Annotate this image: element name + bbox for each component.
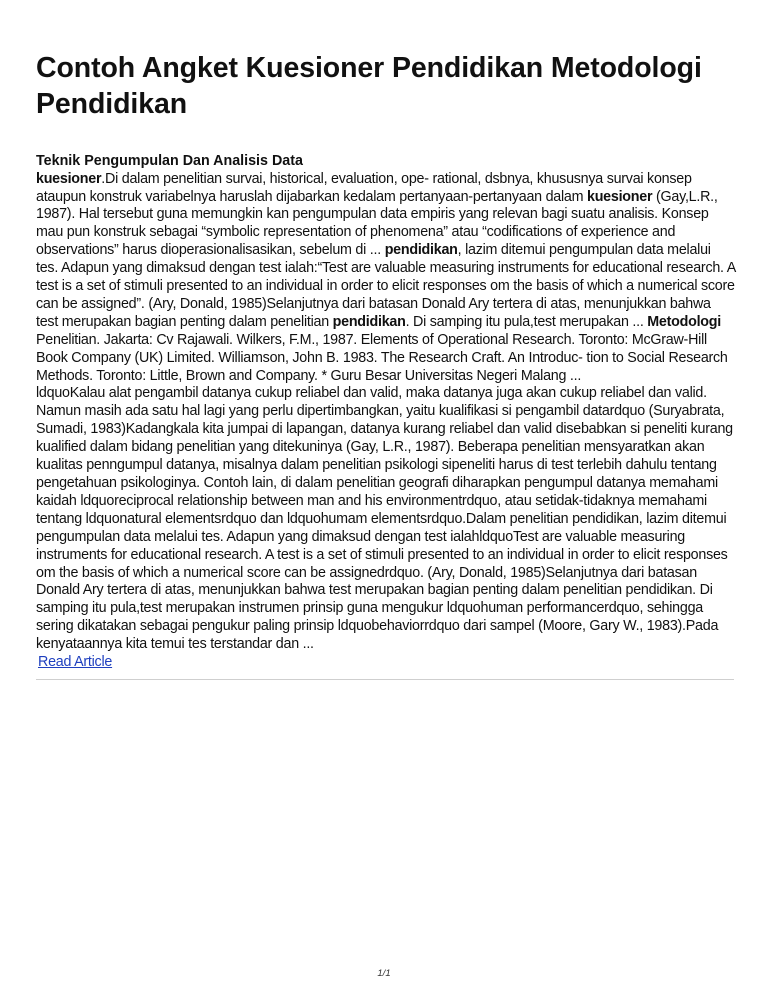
keyword-highlight: Metodologi [647,313,721,330]
keyword-highlight: pendidikan [384,242,458,259]
keyword-highlight: kuesioner [36,170,102,187]
keyword-highlight: kuesioner [587,188,653,205]
excerpt-text: .Di dalam penelitian survai, historical, evaluation, ope- rational, dsbnya, khususnya survai konsep ataupun konstruk variabelnya haruslah dijabarkan kedalam pertanyaan-pertanyaan dalam [36,170,692,205]
excerpt-paragraph-2: ldquoKalau alat pengambil datanya cukup reliabel dan valid, maka datanya juga akan cukup reliabel dan valid. Namun masih ada satu hal lagi yang perlu dipertimbangkan, yaitu kualifikasi si pengambil datardquo (Suryabrata, Sumadi, 1983)Kadangkala kita jumpai di lapangan, datanya kurang reliabel dan valid disebabkan si peneliti kurang kualified dalam bidang penelitian yang ditekuninya (Gay, L.R., 1987). Beberapa penelitian mensyaratkan akan kualitas penngumpul datanya, misalnya dalam penelitian psikologi sipeneliti harus di test terlebih dahulu tentang pengetahuan psikologinya. Contoh lain, di dalam penelitian geografi diharapkan pengumpul datanya memahami kaidah ldquoreciprocal relationship between man and his environmentrdquo, atau setidak-tidaknya memahami tentang ldquonatural elementsrdquo dan ldquohumam elementsrdquo.Dalam penelitian pendidikan, lazim ditemui pengumpulan data melalui tes. Adapun yang dimaksud dengan test ialahldquoTest are valuable measuring instruments for educational research. A test is a set of stimuli presented to an individual in order to elicit responses om the basis of which a numerical score can be assignedrdquo. (Ary, Donald, 1985)Selanjutnya dari batasan Donald Ary tertera di atas, menunjukkan bahwa test merupakan bagian penting dalam penelitian pendidikan. Di samping itu pula,test merupakan instrumen prinsip guna mengukur ldquohuman performancerdquo, sehingga sering dikatakan sebagai pengukur paling prinsip ldquobehaviorrdquo dari sampel (Moore, Gary W., 1983).Pada kenyataannya kita temui tes terstandar dan ... [36,385,733,653]
document-page [36,50,736,672]
section-heading: Teknik Pengumpulan Dan Analisis Data [36,153,303,169]
page-title: Contoh Angket Kuesioner Pendidikan Metodologi Pendidikan [36,52,702,120]
excerpt-text: . Di samping itu pula,test merupakan ... [405,313,648,330]
excerpt-paragraph-1 [36,171,736,386]
keyword-highlight: pendidikan [332,313,406,330]
read-article-link[interactable]: Read Article [38,654,113,671]
divider [36,679,734,680]
page-number: 1/1 [377,968,391,979]
excerpt-text: Penelitian. Jakarta: Cv Rajawali. Wilkers, F.M., 1987. Elements of Operational Research. Toronto: McGraw-Hill Book Company (UK) Limited. Williamson, John B. 1983. The Research Craft. An Introduc- tion to Social Research Methods. Toronto: Little, Brown and Company. * Guru Besar Universitas Negeri Malang ... [36,331,728,384]
excerpt-text: (Gay,L.R., 1987). Hal tersebut guna memungkin kan pengumpulan data empiris yang relevan bagi suatu analisis. Konsep mau pun konstruk sebagai “symbolic representation of phenomena” atau “codifications of experience and observations” harus dioperasionalisasikan, sebelum di ... [36,188,718,259]
article-excerpt [36,171,736,672]
excerpt-text: , lazim ditemui pengumpulan data melalui tes. Adapun yang dimaksud dengan test ialah:“Test are valuable measuring instruments for educational research. A test is a set of stimuli presented to an individual in order to elicit responses om the basis of which a numerical score can be assigned”. (Ary, Donald, 1985)Selanjutnya dari batasan Donald Ary tertera di atas, menunjukkan bahwa test merupakan bagian penting dalam penelitian [36,242,736,330]
